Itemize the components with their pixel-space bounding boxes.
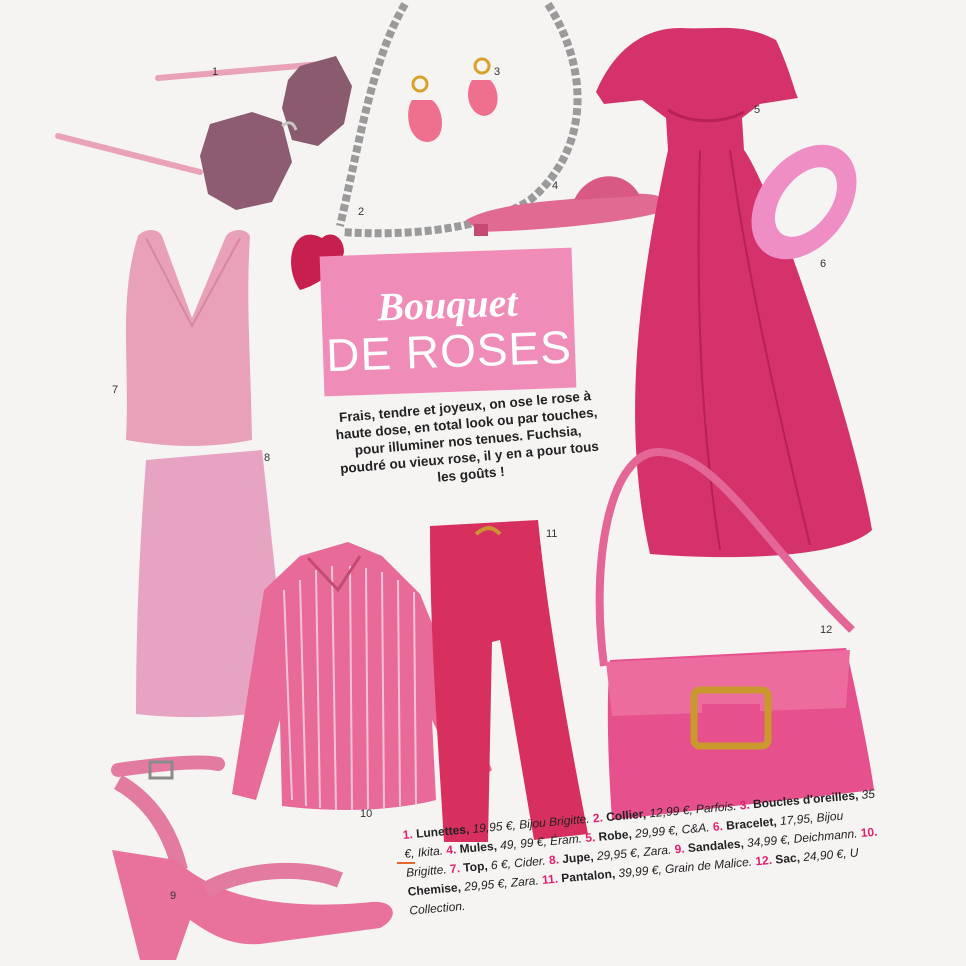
credit-4: 4. Mules, 49, 99 €, Éram. [445,831,583,858]
top-image [126,230,252,446]
headline-block [320,248,577,397]
headline-script: Bouquet [376,279,519,330]
credit-1: 1. Lunettes, 19,95 €, Bijou Brigitte. [402,811,591,842]
credit-8: 8. Jupe, 29,95 €, Zara. [548,842,672,868]
mules-image [466,176,669,236]
dress-image [596,28,872,557]
necklace-image [291,4,578,290]
item-number-3: 3 [494,66,501,78]
item-number-12: 12 [820,624,833,636]
item-number-4: 4 [552,180,559,192]
intro-paragraph: Frais, tendre et joyeux, on ose le rose à haute dose, en total look ou par touches, pour illuminer nos tenues. Fuchsia, poudré ou vieux rose, il y en a pour tous les goûts ! [335,388,600,485]
sunglasses-image [58,56,352,210]
item-number-1: 1 [212,66,219,78]
item-number-5: 5 [754,104,761,116]
credit-6: 6. Bracelet, 17,95, Bijou Brigitte. [405,808,844,880]
item-number-10: 10 [360,808,373,820]
credit-2: 2. Collier, 12,99 €, Parfois. [592,798,738,826]
item-number-8: 8 [264,452,271,464]
headline-caps: DE ROSES [325,320,573,382]
credit-12: 12. Sac, 24,90 €, U Collection. [408,845,860,918]
credit-3: 3. Boucles d'oreilles, 35 €, Ikita. [403,786,876,861]
earrings-image [408,59,497,142]
credit-10: 10. Chemise, 29,95 €, Zara. [407,824,878,899]
item-number-2: 2 [358,206,365,218]
credit-5: 5. Robe, 29,99 €, C&A. [584,820,711,846]
credit-11: 11. Pantalon, 39,99 €, Grain de Malice. [541,854,753,887]
trousers-image [430,520,588,842]
credit-7: 7. Top, 6 €, Cider. [449,853,547,876]
item-number-9: 9 [170,890,177,902]
item-number-11: 11 [546,528,558,540]
credit-9: 9. Sandales, 34,99 €, Deichmann. [674,826,859,857]
item-number-7: 7 [112,384,119,396]
item-number-6: 6 [820,258,827,270]
